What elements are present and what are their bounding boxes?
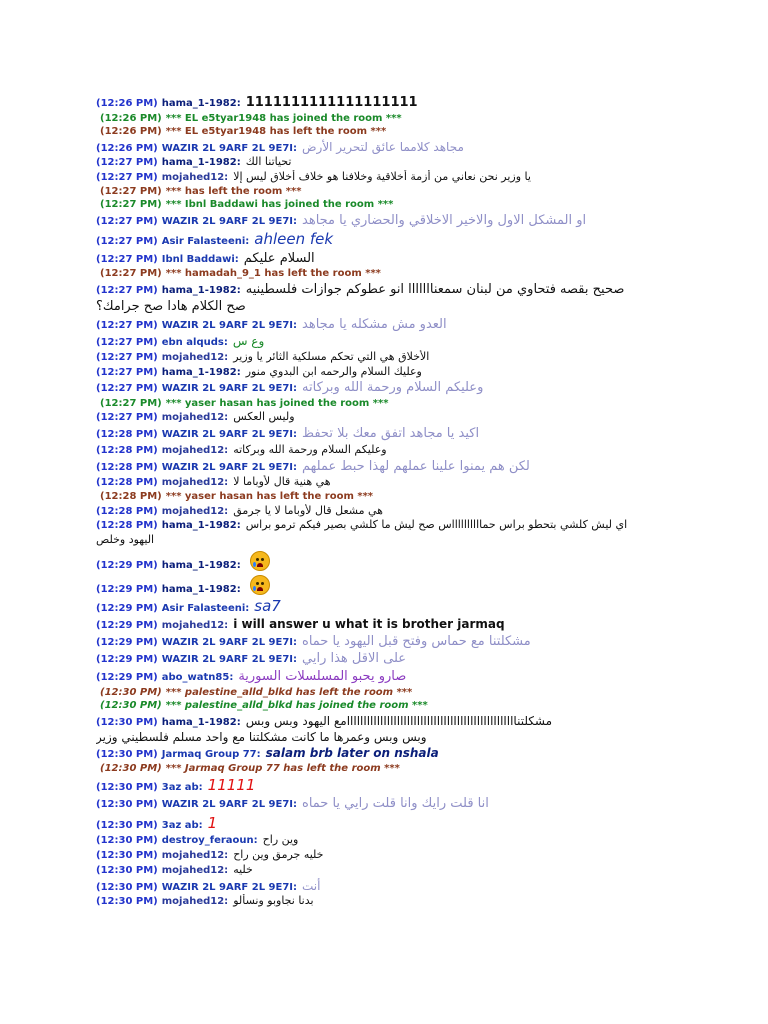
message-text: وع س (232, 334, 265, 349)
timestamp: (12:30 PM) (96, 850, 158, 862)
timestamp: (12:30 PM) (96, 749, 158, 761)
speaker-name[interactable]: WAZIR 2L 9ARF 2L 9E7I: (161, 142, 298, 154)
timestamp: (12:26 PM) (96, 142, 158, 154)
speaker-name[interactable]: mojahed12: (161, 620, 229, 632)
system-text: *** Jarmaq Group 77 has left the room *** (165, 762, 400, 774)
speaker-name[interactable]: hama_1-1982: (161, 584, 241, 596)
speaker-name[interactable]: mojahed12: (161, 444, 229, 456)
chat-message (96, 668, 696, 686)
chat-message (96, 745, 696, 762)
speaker-name[interactable]: WAZIR 2L 9ARF 2L 9E7I: (161, 636, 298, 648)
chat-message (96, 518, 696, 533)
timestamp: (12:30 PM) (100, 762, 162, 774)
chat-message (96, 878, 696, 895)
speaker-name[interactable]: Asir Falasteeni: (161, 603, 250, 615)
speaker-name[interactable]: hama_1-1982: (161, 157, 241, 169)
message-text: خليه (233, 862, 253, 876)
emoji-message (96, 572, 696, 596)
timestamp: (12:27 PM) (100, 268, 162, 280)
system-text: *** palestine_alld_blkd has joined the room *** (165, 700, 428, 711)
message-text: اي ليش كلشي بتحطو براس حمااااااااااس صح ليش ما كلشي بصير فيكم ترمو براس (245, 518, 628, 532)
speaker-name[interactable]: abo_watn85: (161, 671, 234, 683)
system-text: *** Ibnl Baddawi has joined the room *** (165, 199, 394, 211)
chat-message (96, 365, 696, 380)
speaker-name[interactable]: WAZIR 2L 9ARF 2L 9E7I: (161, 654, 298, 666)
speaker-name[interactable]: hama_1-1982: (161, 284, 241, 296)
chat-message (96, 410, 696, 425)
speaker-name[interactable]: hama_1-1982: (161, 366, 241, 378)
timestamp: (12:30 PM) (100, 700, 162, 711)
timestamp: (12:29 PM) (96, 560, 158, 572)
timestamp: (12:26 PM) (96, 98, 158, 109)
chat-message (96, 94, 696, 112)
chat-message (96, 894, 696, 909)
message-text: صارو يحبو المسلسلات السورية (238, 668, 407, 684)
chat-message (96, 350, 696, 365)
message-text: 1 (207, 813, 218, 832)
timestamp: (12:28 PM) (96, 520, 158, 532)
system-message (96, 686, 696, 700)
timestamp: (12:27 PM) (96, 383, 158, 395)
chat-log (96, 94, 696, 909)
chat-message (96, 616, 696, 633)
timestamp: (12:29 PM) (96, 636, 158, 648)
speaker-name[interactable]: mojahed12: (161, 351, 229, 363)
timestamp: (12:27 PM) (96, 412, 158, 424)
chat-message (96, 596, 696, 616)
speaker-name[interactable]: mojahed12: (161, 412, 229, 424)
speaker-name[interactable]: WAZIR 2L 9ARF 2L 9E7I: (161, 383, 298, 395)
timestamp: (12:30 PM) (96, 881, 158, 893)
timestamp: (12:30 PM) (96, 864, 158, 876)
timestamp: (12:27 PM) (96, 351, 158, 363)
timestamp: (12:28 PM) (96, 477, 158, 489)
message-text: 1111111111111111111 (245, 95, 418, 110)
message-text: الأخلاق هي التي تحكم مسلكية الثائر يا وزير (233, 349, 430, 363)
timestamp: (12:28 PM) (96, 444, 158, 456)
message-text: صح الكلام هادا صح جرامك؟ (96, 299, 246, 315)
speaker-name[interactable]: WAZIR 2L 9ARF 2L 9E7I: (161, 429, 298, 441)
timestamp: (12:27 PM) (96, 337, 158, 349)
speaker-name[interactable]: WAZIR 2L 9ARF 2L 9E7I: (161, 215, 298, 227)
speaker-name[interactable]: mojahed12: (161, 477, 229, 489)
chat-message (96, 458, 696, 476)
emoji-message (96, 548, 696, 572)
message-continuation (96, 298, 696, 316)
chat-message (96, 212, 696, 230)
message-text: يا وزير نحن نعاني من أزمة أخلاقية وخلافنا هو خلاف أخلاق ليس إلا (233, 169, 531, 183)
timestamp: (12:27 PM) (100, 199, 162, 211)
chat-message (96, 229, 696, 249)
chat-message (96, 863, 696, 878)
message-text: وليس العكس (233, 410, 295, 424)
speaker-name[interactable]: hama_1-1982: (161, 716, 241, 728)
message-text: او المشكل الاول والاخير الاخلاقي والحضاري يا مجاهد (302, 212, 587, 228)
timestamp: (12:28 PM) (96, 505, 158, 517)
timestamp: (12:30 PM) (96, 819, 158, 831)
crying-face-icon (250, 575, 270, 595)
message-text: خليه جرمق وين راح (233, 848, 324, 862)
chat-message (96, 333, 696, 350)
timestamp: (12:27 PM) (96, 236, 158, 248)
chat-message (96, 504, 696, 519)
timestamp: (12:30 PM) (96, 896, 158, 908)
system-message (96, 267, 696, 281)
chat-message (96, 443, 696, 458)
system-message (96, 185, 696, 199)
chat-message (96, 379, 696, 397)
message-text: i will answer u what it is brother jarmaq (233, 617, 505, 632)
speaker-name[interactable]: mojahed12: (161, 171, 229, 183)
timestamp: (12:28 PM) (96, 429, 158, 441)
system-text: *** EL e5tyar1948 has left the room *** (165, 126, 387, 138)
message-text: انا قلت رايك وانا قلت رايي يا حماه (302, 796, 489, 812)
timestamp: (12:29 PM) (96, 584, 158, 596)
speaker-name[interactable]: hama_1-1982: (161, 560, 241, 572)
timestamp: (12:27 PM) (96, 253, 158, 265)
timestamp: (12:29 PM) (96, 654, 158, 666)
speaker-name[interactable]: 3az ab: (161, 782, 203, 794)
timestamp: (12:30 PM) (100, 686, 162, 698)
timestamp: (12:28 PM) (100, 491, 162, 503)
speaker-name[interactable]: WAZIR 2L 9ARF 2L 9E7I: (161, 461, 298, 473)
system-text: *** EL e5tyar1948 has joined the room *** (165, 112, 402, 124)
message-text: sa7 (254, 597, 281, 616)
message-text: على الاقل هذا رايي (302, 651, 407, 667)
timestamp: (12:26 PM) (100, 126, 162, 138)
message-text: اليهود وخلص (96, 533, 155, 547)
chat-message (96, 775, 696, 795)
chat-message (96, 281, 696, 299)
speaker-name[interactable]: mojahed12: (161, 850, 229, 862)
message-text: أنت (302, 878, 321, 893)
speaker-name[interactable]: WAZIR 2L 9ARF 2L 9E7I: (161, 799, 298, 811)
chat-message (96, 813, 696, 833)
system-text: *** yaser hasan has joined the room *** (165, 397, 389, 409)
message-text: هي مشعل قال لأوباما لا يا جرمق (233, 503, 383, 517)
timestamp: (12:30 PM) (96, 782, 158, 794)
chat-message (96, 316, 696, 334)
message-text: وبس وبس وعمرها ما كانت مشكلتنا مع واحد مسلم فلسطيني وزير (96, 730, 427, 744)
system-message (96, 762, 696, 776)
speaker-name[interactable]: Ibnl Baddawi: (161, 253, 239, 265)
chat-message (96, 170, 696, 185)
chat-message (96, 795, 696, 813)
speaker-name[interactable]: mojahed12: (161, 896, 229, 908)
system-message (96, 198, 696, 212)
message-text: صحيح بقصه فتحاوي من لبنان سمعنااااااا انو عطوكم جوازات فلسطينيه (245, 281, 625, 297)
message-text: 11111 (207, 776, 256, 795)
chat-message (96, 250, 696, 268)
message-text: ahleen fek (254, 230, 334, 249)
system-message (96, 699, 696, 713)
system-text: *** palestine_alld_blkd has left the room *** (165, 686, 413, 698)
message-text: salam brb later on nshala (265, 746, 439, 761)
message-continuation (96, 729, 696, 745)
message-text-extra: مشكلتنااااااااااااااااااااااااااااااااااااااااااااااااااامع اليهود (302, 713, 553, 728)
timestamp: (12:27 PM) (96, 366, 158, 378)
speaker-name[interactable]: mojahed12: (161, 505, 229, 517)
message-continuation (96, 533, 696, 548)
speaker-name[interactable]: hama_1-1982: (161, 98, 241, 109)
speaker-name[interactable]: Jarmaq Group 77: (161, 749, 261, 761)
timestamp: (12:27 PM) (96, 319, 158, 331)
message-text: وعليكم السلام ورحمة الله وبركاته (233, 442, 387, 456)
chat-message (96, 713, 696, 730)
message-text: وعليكم السلام ورحمة الله وبركاته (302, 380, 484, 396)
chat-message (96, 848, 696, 863)
message-text: تحياتنا الك (245, 155, 292, 169)
crying-face-icon (250, 551, 270, 571)
timestamp: (12:29 PM) (96, 671, 158, 683)
speaker-name[interactable]: WAZIR 2L 9ARF 2L 9E7I: (161, 319, 298, 331)
timestamp: (12:27 PM) (96, 284, 158, 296)
message-text: هي هنية قال لأوباما لا (233, 475, 331, 489)
system-text: *** yaser hasan has left the room *** (165, 491, 374, 503)
timestamp: (12:30 PM) (96, 835, 158, 847)
chat-message (96, 650, 696, 668)
message-text: وين راح (262, 833, 299, 847)
chat-message (96, 139, 696, 156)
message-text: وعليك السلام والرحمه ابن البدوي منور (245, 364, 422, 378)
message-text: مشكلتنا مع حماس وفتح قبل اليهود يا حماه (302, 633, 531, 649)
timestamp: (12:27 PM) (96, 157, 158, 169)
message-text: مجاهد كلامما عائق لتحرير الأرض (302, 139, 464, 154)
chat-message (96, 425, 696, 443)
chat-message (96, 155, 696, 170)
timestamp: (12:27 PM) (100, 397, 162, 409)
speaker-name[interactable]: destroy_feraoun: (161, 835, 258, 847)
speaker-name[interactable]: Asir Falasteeni: (161, 236, 250, 248)
message-text: وبس وبس (245, 713, 299, 728)
system-message (96, 112, 696, 126)
timestamp: (12:26 PM) (100, 112, 162, 124)
chat-message (96, 833, 696, 848)
timestamp: (12:27 PM) (100, 185, 162, 197)
timestamp: (12:28 PM) (96, 461, 158, 473)
message-text: السلام عليكم (243, 250, 315, 266)
message-text: بدنا نجاوبو ونسألو (233, 894, 314, 908)
message-text: اكيد يا مجاهد اتفق معك بلا تحفظ (302, 426, 480, 442)
timestamp: (12:29 PM) (96, 620, 158, 632)
speaker-name[interactable]: ebn alquds: (161, 337, 228, 349)
timestamp: (12:27 PM) (96, 171, 158, 183)
system-text: *** hamadah_9_1 has left the room *** (165, 268, 381, 280)
timestamp: (12:27 PM) (96, 215, 158, 227)
speaker-name[interactable]: hama_1-1982: (161, 520, 241, 532)
system-message (96, 125, 696, 139)
system-text: *** has left the room *** (165, 185, 302, 197)
message-text: لكن هم يمنوا علينا عملهم لهذا حبط عملهم (302, 458, 530, 474)
timestamp: (12:29 PM) (96, 603, 158, 615)
message-text: العدو مش مشكله يا مجاهد (302, 316, 447, 332)
timestamp: (12:30 PM) (96, 716, 158, 728)
system-message (96, 397, 696, 411)
system-message (96, 490, 696, 504)
speaker-name[interactable]: mojahed12: (161, 864, 229, 876)
chat-message (96, 633, 696, 651)
timestamp: (12:30 PM) (96, 799, 158, 811)
speaker-name[interactable]: WAZIR 2L 9ARF 2L 9E7I: (161, 881, 298, 893)
chat-message (96, 475, 696, 490)
speaker-name[interactable]: 3az ab: (161, 819, 203, 831)
